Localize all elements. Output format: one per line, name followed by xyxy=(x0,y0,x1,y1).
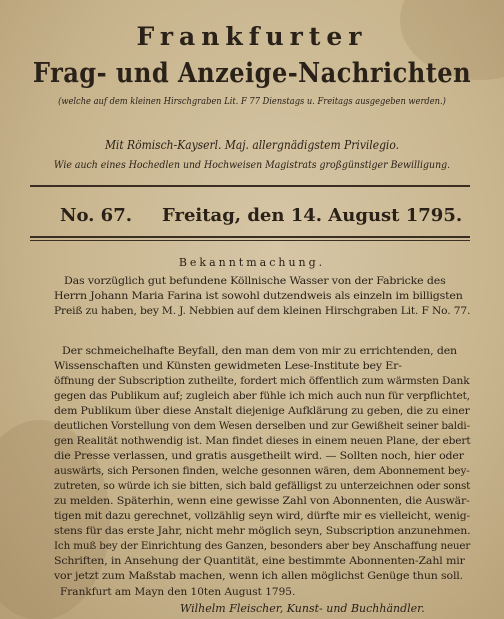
text-line: zu melden. Späterhin, wenn eine gewisse Zahl von Abonnenten, die Auswär- xyxy=(54,496,470,507)
text-line: öffnung der Subscription zutheilte, fordert mich öffentlich zum wärmsten Dank xyxy=(54,376,470,387)
text-line: gen Realität nothwendig ist. Man findet dieses in einem neuen Plane, der ebert xyxy=(54,436,471,447)
masthead-subtitle: (welche auf dem kleinen Hirschgraben Lit. F 77 Dienstags u. Freitags ausgegeben werden.) xyxy=(58,96,446,107)
masthead-title-main: Frag- und Anzeige-Nachrichten xyxy=(32,58,472,89)
issue-date: Freitag, den 14. August 1795. xyxy=(162,205,463,226)
text-line: tigen mit dazu gerechnet, vollzählig seyn wird, dürfte mir es vielleicht, wenig- xyxy=(54,511,470,522)
text-line: Das vorzüglich gut befundene Köllnische Wasser von der Fabricke des xyxy=(64,276,446,287)
signature-line: Wilhelm Fleischer, Kunst- und Buchhändler. xyxy=(180,602,425,615)
text-line: dem Publikum über diese Anstalt diejenige Aufklärung zu geben, die zu einer xyxy=(54,406,470,417)
text-line: Schriften, in Ansehung der Quantität, eine bestimmte Abonnenten-Zahl mir xyxy=(54,556,465,567)
text-line: auswärts, sich Personen finden, welche gesonnen wären, dem Abonnement bey- xyxy=(54,466,470,477)
text-line: Ich muß bey der Einrichtung des Ganzen, besonders aber bey Anschaffung neuer xyxy=(54,541,471,552)
privilege-line-1: Mit Römisch-Kayserl. Maj. allergnädigstem Privilegio. xyxy=(104,138,400,152)
text-line: stens für das erste Jahr, nicht mehr möglich seyn, Subscription anzunehmen. xyxy=(54,526,471,537)
place-date-line: Frankfurt am Mayn den 10ten August 1795. xyxy=(60,586,296,598)
issue-number: No. 67. xyxy=(60,205,132,226)
text-line: Der schmeichelhafte Beyfall, den man dem von mir zu errichtenden, den xyxy=(62,346,457,357)
text-line: Herrn Johann Maria Farina ist sowohl dutzendweis als einzeln im billigsten xyxy=(54,291,463,302)
text-line: deutlichen Vorstellung von dem Wesen derselben und zur Gewißheit seiner baldi- xyxy=(54,421,470,432)
divider-rule xyxy=(30,240,470,241)
privilege-line-2: Wie auch eines Hochedlen und Hochweisen Magistrats großgünstiger Bewilligung. xyxy=(53,159,451,171)
text-line: Preiß zu haben, bey M. J. Nebbien auf dem kleinen Hirschgraben Lit. F No. 77. xyxy=(54,306,471,317)
text-line: die Presse verlassen, und gratis ausgetheilt wird. — Sollten noch, hier oder xyxy=(54,451,464,462)
text-line: gegen das Publikum auf; zugleich aber fühle ich mich auch nun für verpflichtet, xyxy=(54,391,470,402)
text-line: vor jetzt zum Maßstab machen, wenn ich allen möglichst Genüge thun soll. xyxy=(54,571,463,582)
text-line: Wissenschaften und Künsten gewidmeten Lese-Institute bey Er- xyxy=(54,361,402,372)
text-line: zutreten, so würde ich sie bitten, sich bald gefälligst zu unterzeichnen oder sonst xyxy=(54,481,471,492)
announcement-heading: Bekanntmachung. xyxy=(178,256,326,269)
divider-rule xyxy=(30,185,470,187)
divider-rule xyxy=(30,236,470,238)
masthead-title-top: Frankfurter xyxy=(136,22,368,51)
